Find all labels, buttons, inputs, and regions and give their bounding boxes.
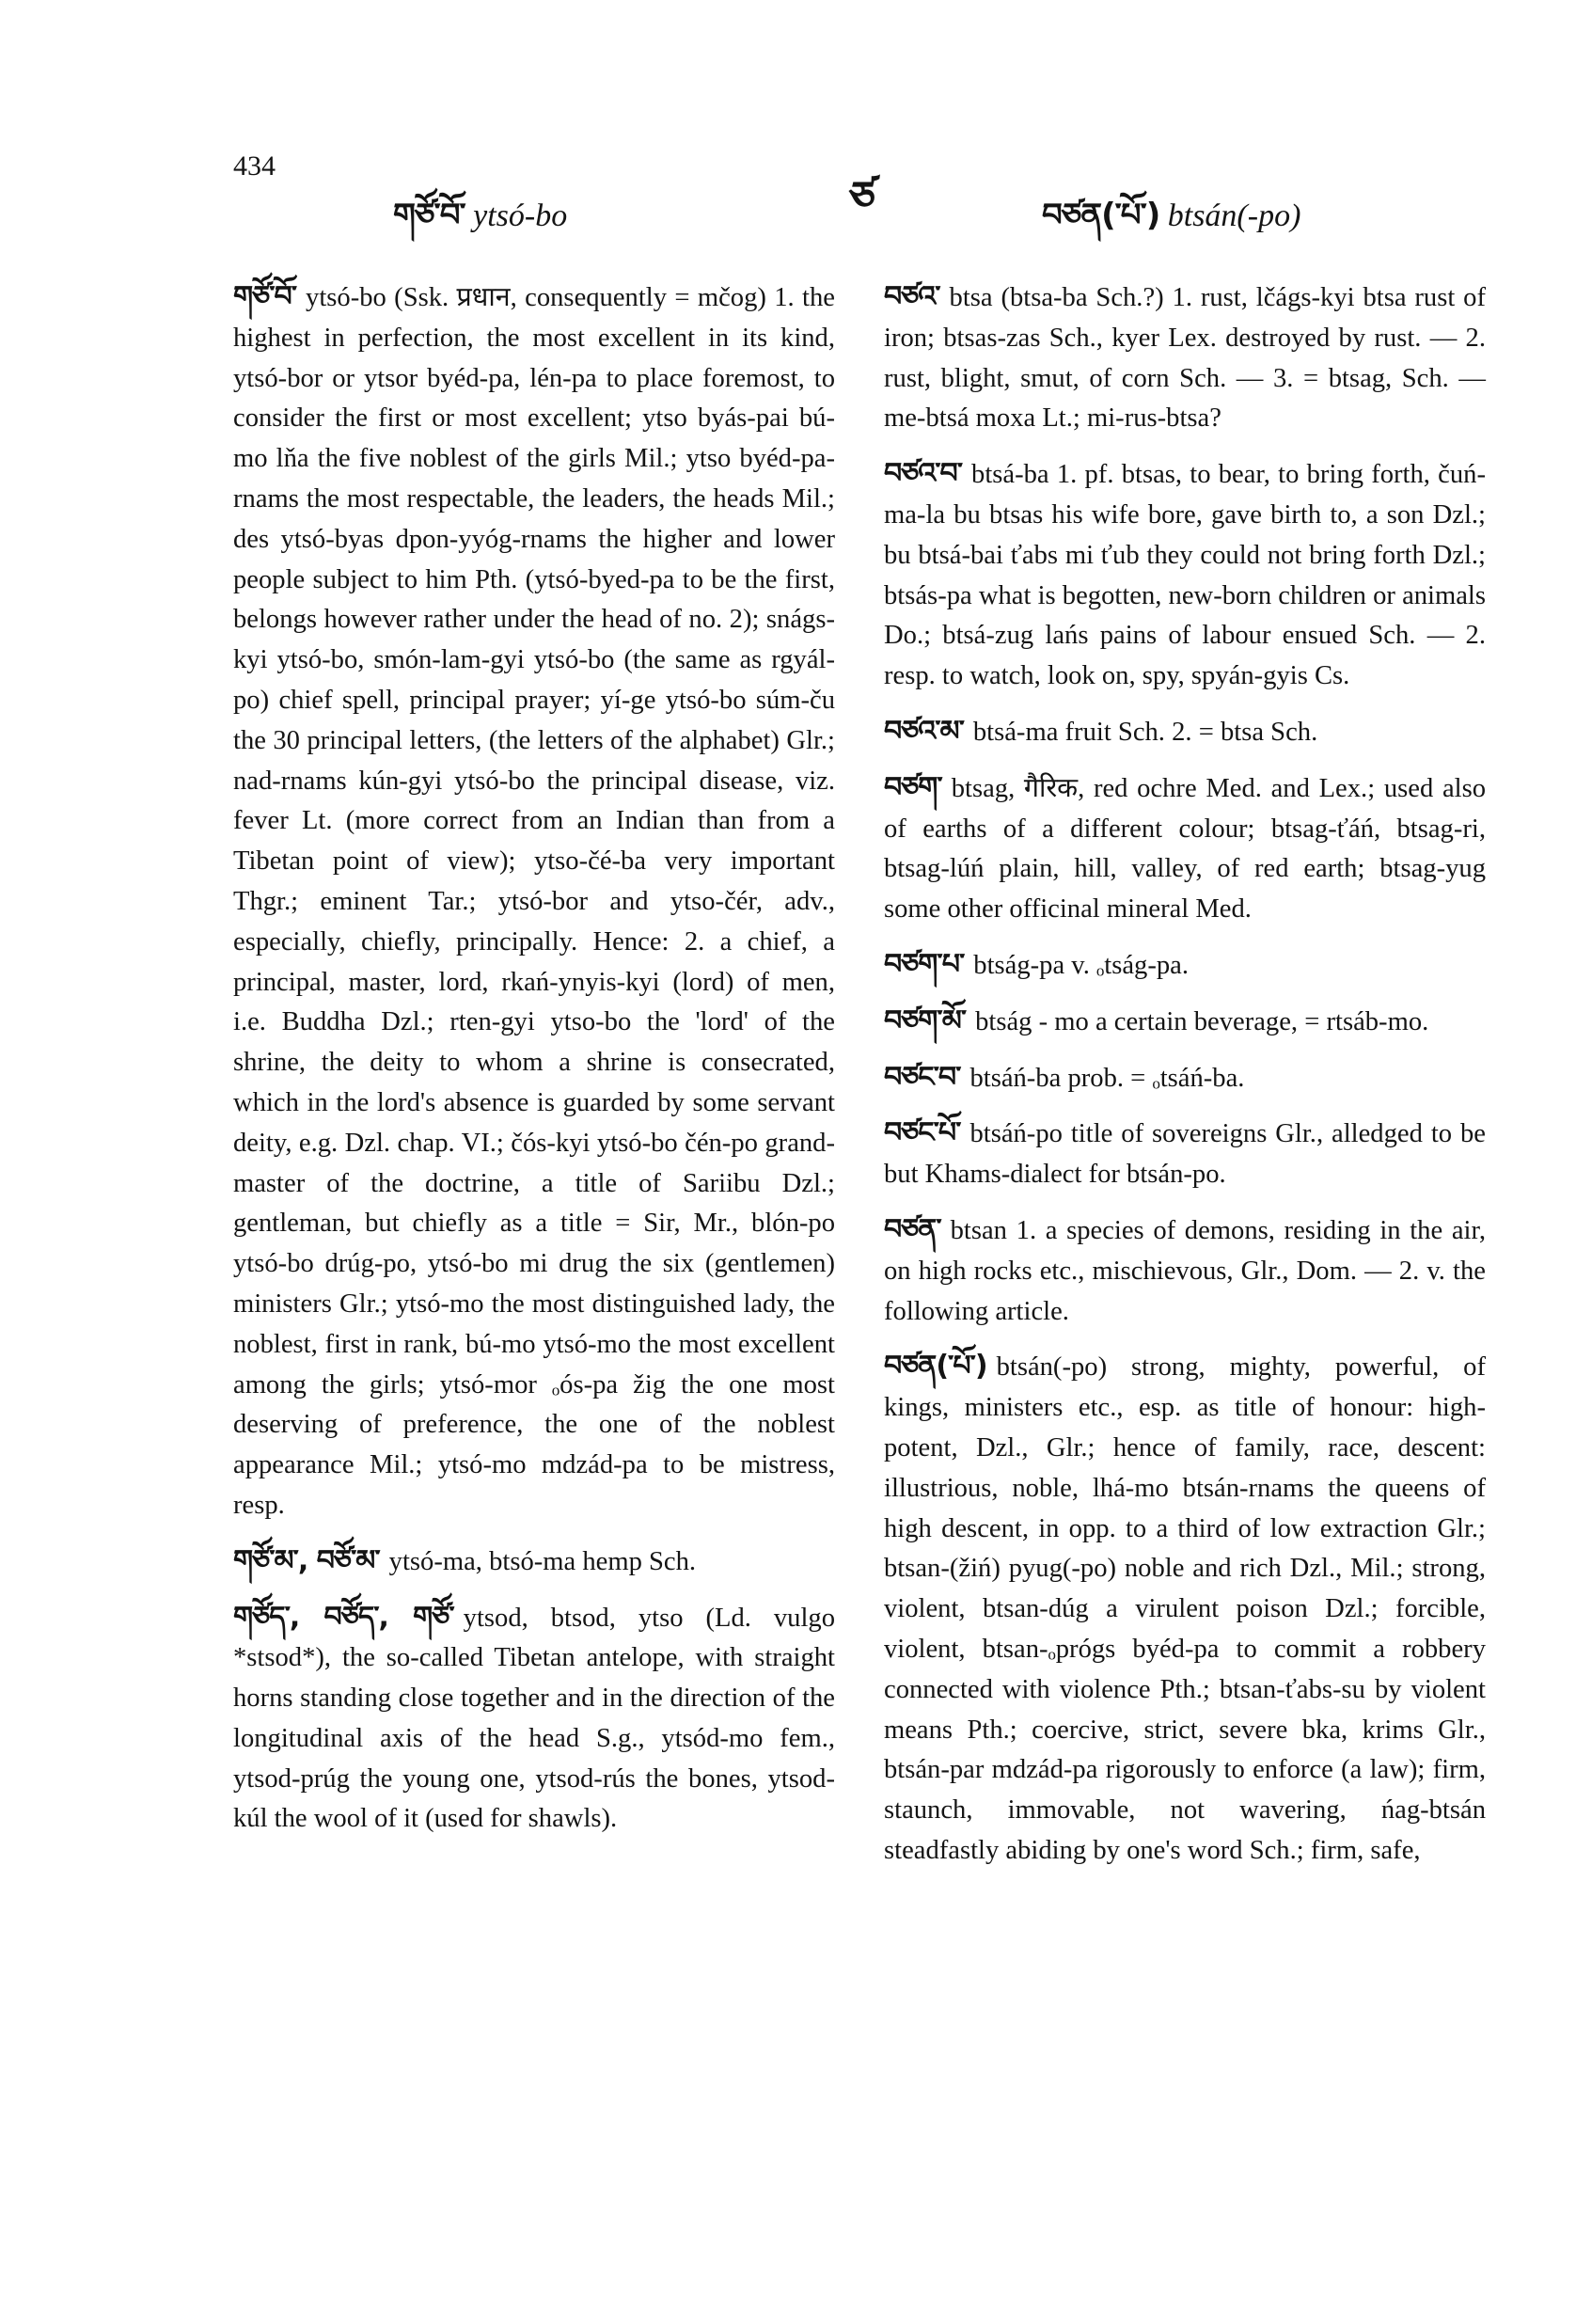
dictionary-entry [233, 1541, 835, 1583]
entry-headword: བཙའ་ [884, 280, 940, 313]
entry-headword: བཙག་པ་ [884, 947, 965, 981]
running-head-right-translit: btsán(-po) [1167, 198, 1301, 233]
entry-text: ytsó-ma, btsó-ma hemp Sch. [388, 1546, 697, 1576]
entry-text: btsag, गैरिक, red ochre Med. and Lex.; used also of earths of a different colour; btsag-ťáń, btsag-ri, btsag-lúń plain, hill, valley, of red earth; btsag-yug some other officinal mineral Med. [884, 773, 1486, 925]
running-head-right-tibetan: བཙན(་པོ་) [1042, 197, 1160, 234]
running-head-right [1042, 179, 1300, 269]
entry-headword: བཙན(་པོ་) [884, 1350, 987, 1383]
entry-headword: བཙའ་མ་ [884, 714, 964, 748]
section-letter: ཙ [849, 173, 875, 221]
dictionary-entry [884, 1114, 1486, 1195]
running-head-left-tibetan: གཙོ་བོ་ [393, 197, 465, 234]
dictionary-entry [884, 1210, 1486, 1332]
dictionary-entry [884, 768, 1486, 930]
dictionary-entry [884, 277, 1486, 439]
entry-headword: བཙང་པོ་ [884, 1116, 961, 1150]
running-head-left [393, 179, 567, 269]
dictionary-entry [233, 1598, 835, 1841]
entry-headword: བཙག་མོ་ [884, 1004, 967, 1037]
entry-text: btsa (btsa-ba Sch.?) 1. rust, lčágs-kyi btsa rust of iron; btsas-zas Sch., kyer Lex. destroyed by rust. — 2. rust, blight, smut, of corn Sch. — 3. = btsag, Sch. — me-btsá moxa Lt.; mi-rus-btsa? [884, 283, 1486, 434]
entry-text: btsáń-po title of sovereigns Glr., alledged to be but Khams-dialect for btsán-po. [884, 1119, 1486, 1190]
left-column [233, 277, 835, 1840]
entry-headword: གཙོ་བོ་ [233, 280, 297, 313]
page-header [233, 150, 1493, 235]
dictionary-entry [884, 1058, 1486, 1099]
dictionary-entry [233, 277, 835, 1526]
entry-text: ytsó-bo (Ssk. प्रधान, consequently = mčog) 1. the highest in perfection, the most excellent in its kind, ytsó-bor or ytsor byéd-pa, lén-pa to place foremost, to consider the first or most excellent; ytso byás-pai bú-mo lňa the five noblest of the girls Mil.; ytso byéd-pa-rnams the most respectable, the leaders, the heads Mil.; des ytsó-byas dpon-yyóg-rnams the higher and lower people subject to him Pth. (ytsó-byed-pa to be the first, belongs however rather under the head of no. 2); snágs-kyi ytsó-bo, smón-lam-gyi ytsó-bo (the same as rgyál-po) chief spell, principal prayer; yí-ge ytsó-bo súm-ču the 30 principal letters, (the letters of the alphabet) Glr.; nad-rnams kún-gyi ytsó-bo the principal disease, viz. fever Lt. (more correct from an Indian than from a Tibetan point of view); ytso-čé-ba very important Thgr.; eminent Tar.; ytsó-bor and ytso-čér, adv., especially, chiefly, principally. Hence: 2. a chief, a principal, master, lord, rkań-ynyis-kyi (lord) of men, i.e. Buddha Dzl.; rten-gyi ytso-bo the 'lord' of the shrine, the deity to whom a shrine is consecrated, which in the lord's absence is guarded by some servant deity, e.g. Dzl. chap. VI.; čós-kyi ytsó-bo čén-po grand-master of the doctrine, a title of Sariibu Dzl.; gentleman, but chiefly as a title = Sir, Mr., blón-po ytsó-bo drúg-po, ytsó-bo mi drug the six (gentlemen) ministers Glr.; ytsó-mo the most distinguished lady, the noblest, first in rank, bú-mo ytsó-mo the most excellent among the girls; ytsó-mor ₒós-pa žig the one most deserving of preference, the one of the noblest appearance Mil.; ytsó-mo mdzád-pa to be mistress, resp. [233, 283, 835, 1520]
entry-text: btsán(-po) strong, mighty, powerful, of kings, ministers etc., esp. as title of honour: high-potent, Dzl., Glr.; hence of family, race, descent: illustrious, noble, lhá-mo btsán-rnams the queens of high descent, in opp. to a third of low extraction Glr.; btsan-(žiń) pyug(-po) noble and rich Dzl., Mil.; strong, violent, btsan-dúg a virulent poison Dzl.; forcible, violent, btsan-ₒprógs byéd-pa to commit a robbery connected with violence Pth.; btsan-ťabs-su by violent means Pth.; coercive, strict, severe bka, krims Glr., btsán-par mdzád-pa rigorously to enforce (a law); firm, staunch, immovable, not wavering, ńag-btsán steadfastly abiding by one's word Sch.; firm, safe, [884, 1352, 1486, 1865]
entry-headword: བཙའ་བ་ [884, 457, 963, 491]
entry-headword: བཙང་བ་ [884, 1060, 961, 1094]
entry-headword: གཙོད་, བཙོད་, གཙོ་ [233, 1600, 454, 1634]
entry-headword: བཙག་ [884, 770, 942, 804]
running-head-left-translit: ytsó-bo [473, 198, 568, 233]
right-column [884, 277, 1486, 1872]
dictionary-entry [884, 1347, 1486, 1871]
dictionary-entry [884, 945, 1486, 987]
entry-headword: གཙོ་མ་, བཙོ་མ་ [233, 1543, 380, 1577]
dictionary-entry [884, 712, 1486, 753]
entry-text: btság - mo a certain beverage, = rtsáb-mo. [975, 1006, 1429, 1036]
entry-text: btsá-ba 1. pf. btsas, to bear, to bring forth, čuń-ma-la bu btsas his wife bore, gave birth to, a son Dzl.; bu btsá-bai ťabs mi ťub they could not bring forth Dzl.; btsás-pa what is begotten, new-born children or animals Do.; btsá-zug lańs pains of labour ensued Sch. — 2. resp. to watch, look on, spy, spyán-gyis Cs. [884, 460, 1487, 691]
dictionary-entry [884, 454, 1486, 697]
entry-text: btsá-ma fruit Sch. 2. = btsa Sch. [972, 717, 1318, 747]
entry-text: ytsod, btsod, ytso (Ld. vulgo *stsod*), the so-called Tibetan antelope, with straight horns standing close together and in the direction of the longitudinal axis of the head S.g., ytsód-mo fem., ytsod-prúg the young one, ytsod-rús the bones, ytsod-kúl the wool of it (used for shawls). [233, 1603, 835, 1834]
dictionary-entry [884, 1002, 1486, 1043]
entry-text: btsáń-ba prob. = ₒtsáń-ba. [969, 1063, 1245, 1093]
page-number: 434 [233, 150, 276, 182]
entry-headword: བཙན་ [884, 1212, 941, 1246]
entry-text: btsan 1. a species of demons, residing in the air, on high rocks etc., mischievous, Glr., Dom. — 2. v. the following article. [884, 1215, 1486, 1326]
entry-text: btság-pa v. ₒtság-pa. [973, 950, 1189, 980]
